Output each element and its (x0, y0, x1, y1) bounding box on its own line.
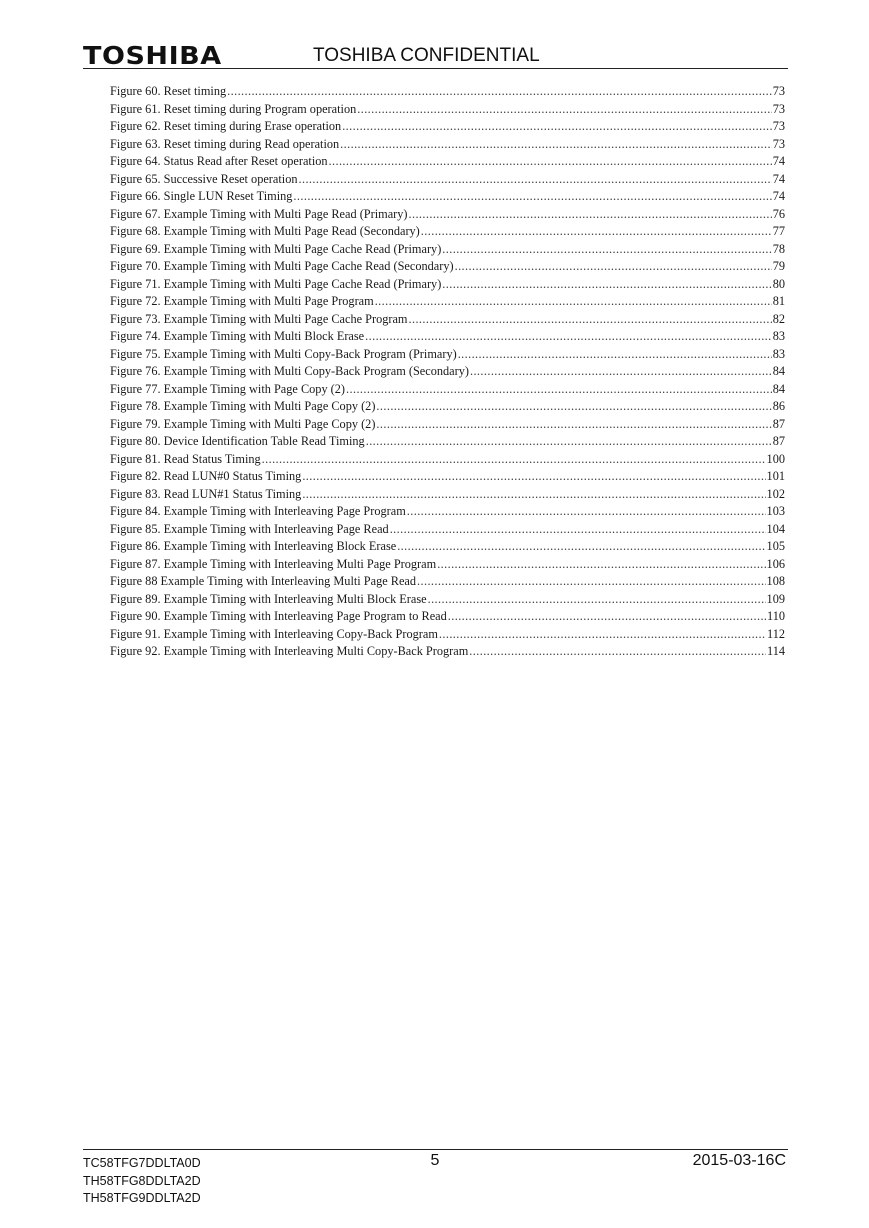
toc-entry-page: 109 (766, 591, 785, 606)
toc-dot-leader (442, 276, 771, 294)
toc-entry-title: Figure 74. Example Timing with Multi Block Erase (110, 329, 365, 343)
toc-entry-page: 78 (772, 241, 785, 256)
confidential-label: TOSHIBA CONFIDENTIAL (313, 45, 540, 66)
document-date: 2015-03-16C (692, 1152, 786, 1169)
toc-dot-leader (375, 293, 772, 311)
toc-entry-page: 82 (772, 311, 785, 326)
toc-entry-title: Figure 73. Example Timing with Multi Page Cache Program (110, 311, 408, 326)
toc-dot-leader (357, 101, 771, 119)
toc-entry[interactable] (110, 398, 785, 416)
toc-entry-page: 74 (772, 154, 785, 168)
toc-entry-title: Figure 61. Reset timing during Program operation (110, 101, 357, 116)
toc-entry-page: 108 (766, 574, 785, 588)
toc-entry[interactable] (110, 206, 785, 224)
toc-entry-page: 103 (766, 504, 785, 518)
toc-dot-leader (428, 591, 766, 609)
toc-entry-title: Figure 69. Example Timing with Multi Page Cache Read (Primary) (110, 241, 442, 256)
toc-entry-title: Figure 92. Example Timing with Interleaving Multi Copy-Back Program (110, 644, 469, 658)
toc-dot-leader (376, 416, 771, 434)
toc-dot-leader (407, 503, 766, 521)
toc-dot-leader (293, 188, 771, 206)
toc-entry-title: Figure 87. Example Timing with Interleaving Multi Page Program (110, 556, 437, 571)
page-header (83, 40, 788, 70)
toc-entry[interactable] (110, 171, 785, 189)
toc-entry[interactable] (110, 346, 785, 364)
footer-part-numbers (83, 1155, 201, 1208)
toc-entry[interactable] (110, 556, 785, 574)
toc-entry-title: Figure 60. Reset timing (110, 84, 227, 98)
toc-entry-page: 77 (772, 224, 785, 238)
toc-entry-page: 105 (766, 539, 785, 553)
toc-entry-page: 81 (772, 294, 785, 308)
toc-entry-title: Figure 72. Example Timing with Multi Page Program (110, 294, 374, 308)
toc-dot-leader (340, 136, 772, 154)
toc-entry-page: 114 (767, 644, 785, 658)
toc-entry-title: Figure 67. Example Timing with Multi Page Read (Primary) (110, 206, 408, 221)
toc-entry-title: Figure 75. Example Timing with Multi Copy-Back Program (Primary) (110, 346, 457, 361)
toc-entry-page: 106 (766, 556, 785, 571)
toc-entry[interactable] (110, 643, 785, 661)
toshiba-logo: TOSHIBA (83, 41, 222, 70)
toc-entry[interactable] (110, 416, 785, 434)
toc-entry-title: Figure 77. Example Timing with Page Copy (2) (110, 381, 346, 396)
toc-entry-title: Figure 81. Read Status Timing (110, 451, 261, 466)
toc-entry[interactable] (110, 258, 785, 276)
toc-entry-page: 73 (772, 101, 785, 116)
toc-entry-page: 112 (767, 626, 785, 641)
toc-entry[interactable] (110, 363, 785, 381)
toc-dot-leader (439, 626, 766, 644)
toc-entry-page: 74 (772, 171, 785, 186)
toc-entry-title: Figure 79. Example Timing with Multi Page Copy (2) (110, 416, 376, 431)
toc-dot-leader (455, 258, 772, 276)
toc-entry-title: Figure 71. Example Timing with Multi Page Cache Read (Primary) (110, 276, 442, 291)
toc-entry-title: Figure 62. Reset timing during Erase operation (110, 119, 342, 133)
toc-entry-title: Figure 83. Read LUN#1 Status Timing (110, 486, 302, 501)
toc-dot-leader (458, 346, 772, 364)
toc-entry[interactable] (110, 538, 785, 556)
toc-dot-leader (409, 206, 772, 224)
toc-entry-title: Figure 70. Example Timing with Multi Page Cache Read (Secondary) (110, 259, 454, 273)
toc-entry-title: Figure 76. Example Timing with Multi Copy-Back Program (Secondary) (110, 364, 469, 378)
toc-entry[interactable] (110, 101, 785, 119)
toc-entry-page: 74 (772, 189, 785, 203)
toc-dot-leader (227, 83, 772, 101)
toc-entry-page: 73 (772, 119, 785, 133)
toc-entry-page: 79 (772, 259, 785, 273)
toc-entry-page: 110 (767, 609, 785, 623)
toc-entry-page: 87 (772, 434, 785, 448)
toc-entry-page: 73 (772, 136, 785, 151)
toc-dot-leader (262, 451, 766, 469)
toc-dot-leader (302, 486, 765, 504)
toc-dot-leader (417, 573, 766, 591)
toc-dot-leader (442, 241, 771, 259)
toc-entry-page: 100 (766, 451, 785, 466)
part-number: TH58TFG9DDLTA2D (83, 1191, 201, 1205)
toc-entry-title: Figure 91. Example Timing with Interleaving Copy-Back Program (110, 626, 438, 641)
toc-dot-leader (366, 433, 772, 451)
toc-entry[interactable] (110, 591, 785, 609)
toc-entry[interactable] (110, 188, 785, 206)
toc-entry[interactable] (110, 608, 785, 626)
toc-entry[interactable] (110, 381, 785, 399)
toc-entry-page: 84 (772, 381, 785, 396)
toc-entry-title: Figure 85. Example Timing with Interleaving Page Read (110, 521, 389, 536)
toc-dot-leader (421, 223, 772, 241)
toc-entry[interactable] (110, 451, 785, 469)
table-of-figures (110, 83, 785, 661)
header-divider (83, 68, 788, 69)
toc-dot-leader (470, 363, 772, 381)
toc-entry-page: 76 (772, 206, 785, 221)
toc-entry[interactable] (110, 83, 785, 101)
toc-entry-title: Figure 90. Example Timing with Interleaving Page Program to Read (110, 609, 447, 623)
toc-entry[interactable] (110, 433, 785, 451)
toc-dot-leader (390, 521, 766, 539)
toc-dot-leader (365, 328, 772, 346)
toc-dot-leader (469, 643, 766, 661)
toc-dot-leader (302, 468, 765, 486)
toc-dot-leader (409, 311, 772, 329)
footer-divider (83, 1149, 788, 1150)
toc-entry-title: Figure 89. Example Timing with Interleaving Multi Block Erase (110, 591, 427, 606)
toc-entry[interactable] (110, 311, 785, 329)
toc-entry[interactable] (110, 328, 785, 346)
toc-entry-title: Figure 78. Example Timing with Multi Page Copy (2) (110, 399, 376, 413)
toc-entry[interactable] (110, 521, 785, 539)
toc-entry-page: 101 (766, 469, 785, 483)
toc-entry-title: Figure 88 Example Timing with Interleaving Multi Page Read (110, 574, 417, 588)
toc-entry[interactable] (110, 486, 785, 504)
toc-entry-page: 83 (772, 329, 785, 343)
part-number: TC58TFG7DDLTA0D (83, 1156, 201, 1170)
toc-dot-leader (397, 538, 765, 556)
toc-dot-leader (342, 118, 772, 136)
part-number: TH58TFG8DDLTA2D (83, 1173, 201, 1188)
toc-entry[interactable] (110, 293, 785, 311)
toc-entry[interactable] (110, 573, 785, 591)
toc-entry-title: Figure 84. Example Timing with Interleaving Page Program (110, 504, 406, 518)
toc-entry[interactable] (110, 136, 785, 154)
toc-dot-leader (437, 556, 765, 574)
toc-entry-title: Figure 66. Single LUN Reset Timing (110, 189, 293, 203)
toc-entry-title: Figure 64. Status Read after Reset operation (110, 154, 328, 168)
toc-dot-leader (376, 398, 771, 416)
toc-entry[interactable] (110, 503, 785, 521)
toc-entry-page: 102 (766, 486, 785, 501)
toc-dot-leader (346, 381, 772, 399)
toc-entry-page: 87 (772, 416, 785, 431)
toc-dot-leader (448, 608, 766, 626)
toc-entry[interactable] (110, 118, 785, 136)
toc-entry[interactable] (110, 276, 785, 294)
toc-entry-title: Figure 82. Read LUN#0 Status Timing (110, 469, 302, 483)
toc-entry[interactable] (110, 223, 785, 241)
toc-entry-title: Figure 65. Successive Reset operation (110, 171, 298, 186)
toc-entry-page: 84 (772, 364, 785, 378)
toc-entry-title: Figure 86. Example Timing with Interleaving Block Erase (110, 539, 397, 553)
toc-entry-page: 83 (772, 346, 785, 361)
toc-entry-page: 86 (772, 399, 785, 413)
toc-entry[interactable] (110, 468, 785, 486)
page-number: 5 (430, 1152, 440, 1169)
toc-entry[interactable] (110, 153, 785, 171)
toc-entry-page: 80 (772, 276, 785, 291)
toc-entry-title: Figure 68. Example Timing with Multi Page Read (Secondary) (110, 224, 420, 238)
toc-dot-leader (299, 171, 772, 189)
toc-entry-title: Figure 63. Reset timing during Read operation (110, 136, 340, 151)
toc-dot-leader (329, 153, 772, 171)
toc-entry[interactable] (110, 241, 785, 259)
toc-entry-page: 73 (772, 84, 785, 98)
toc-entry-title: Figure 80. Device Identification Table Read Timing (110, 434, 365, 448)
toc-entry[interactable] (110, 626, 785, 644)
toc-entry-page: 104 (766, 521, 785, 536)
